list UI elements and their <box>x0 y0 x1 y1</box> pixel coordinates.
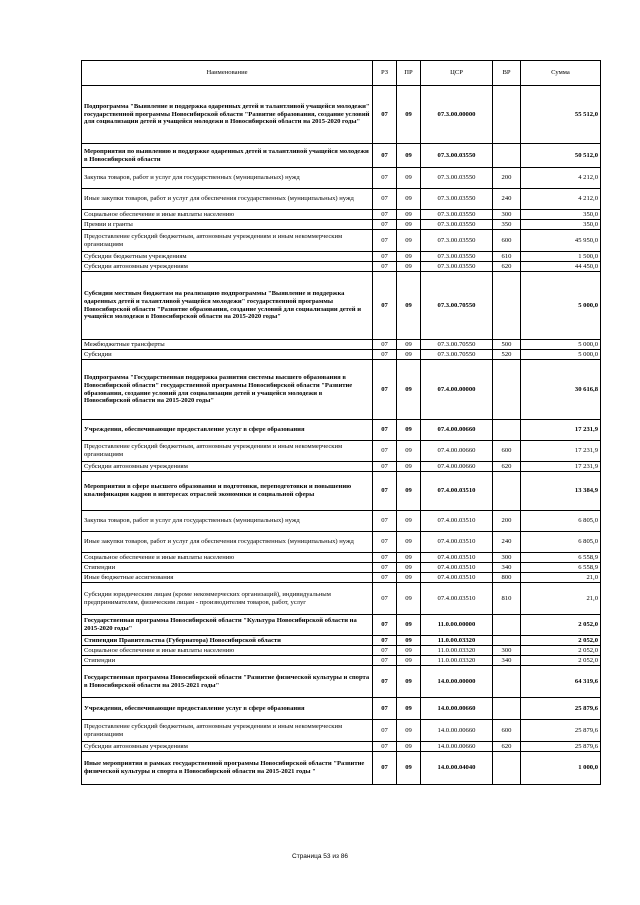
cell-sum: 5 000,0 <box>521 340 601 350</box>
cell-csr: 11.0.00.03320 <box>421 646 493 656</box>
cell-name: Субсидии местным бюджетам на реализацию подпрограммы "Выявление и поддержка одаренных детей и талантливой учащейся молодежи" государственной программы Новосибирской области "Развитие образования, создание условий для социализации детей и учащейся молодежи в Новосибирской области на 2015-2020 годы" <box>82 272 373 340</box>
cell-name: Стипендии <box>82 656 373 666</box>
table-row <box>82 742 601 752</box>
cell-csr: 07.4.00.03510 <box>421 563 493 573</box>
table-row <box>82 646 601 656</box>
cell-csr: 14.0.00.00660 <box>421 742 493 752</box>
cell-vr: 620 <box>493 742 521 752</box>
cell-vr: 520 <box>493 350 521 360</box>
cell-csr: 11.0.00.03320 <box>421 656 493 666</box>
header-vr: ВР <box>493 61 521 86</box>
cell-name: Подпрограмма "Государственная поддержка развития системы высшего образования в Новосибирской области" государственной программы Новосибирской области "Развитие образования, создание условий для социализации детей и учащейся молодежи в Новосибирской области на 2015-2020 годы" <box>82 360 373 420</box>
header-sum: Сумма <box>521 61 601 86</box>
cell-csr: 07.3.00.03550 <box>421 210 493 220</box>
cell-sum: 1 500,0 <box>521 252 601 262</box>
cell-sum: 350,0 <box>521 220 601 230</box>
cell-rz: 07 <box>373 511 397 532</box>
cell-vr: 350 <box>493 220 521 230</box>
cell-name: Премии и гранты <box>82 220 373 230</box>
cell-sum: 17 231,9 <box>521 420 601 441</box>
cell-vr: 800 <box>493 573 521 583</box>
cell-sum: 64 319,6 <box>521 666 601 698</box>
cell-csr: 07.3.00.03550 <box>421 252 493 262</box>
cell-sum: 45 950,0 <box>521 230 601 252</box>
cell-csr: 14.0.00.04040 <box>421 752 493 785</box>
cell-name: Социальное обеспечение и иные выплаты населению <box>82 553 373 563</box>
cell-name: Субсидии бюджетным учреждениям <box>82 252 373 262</box>
table-row <box>82 189 601 210</box>
cell-csr: 07.4.00.03510 <box>421 511 493 532</box>
cell-vr: 240 <box>493 189 521 210</box>
cell-sum: 350,0 <box>521 210 601 220</box>
cell-sum: 21,0 <box>521 583 601 615</box>
cell-rz: 07 <box>373 230 397 252</box>
cell-csr: 07.3.00.03550 <box>421 230 493 252</box>
cell-csr: 07.4.00.00660 <box>421 441 493 462</box>
cell-sum: 17 231,9 <box>521 462 601 472</box>
cell-pr: 09 <box>397 350 421 360</box>
table-row <box>82 615 601 636</box>
cell-name: Учреждения, обеспечивающие предоставление услуг в сфере образования <box>82 420 373 441</box>
cell-rz: 07 <box>373 698 397 720</box>
cell-pr: 09 <box>397 636 421 646</box>
page-number: Страница 53 из 86 <box>292 853 348 860</box>
cell-csr: 07.3.00.70550 <box>421 340 493 350</box>
cell-name: Иные бюджетные ассигнования <box>82 573 373 583</box>
table-row <box>82 656 601 666</box>
table-row <box>82 563 601 573</box>
cell-sum: 13 384,9 <box>521 472 601 511</box>
cell-name: Подпрограмма "Выявление и поддержка одаренных детей и талантливой учащейся молодежи" государственной программы Новосибирской области "Развитие образования, создание условий для социализации детей и учащейся молодежи в Новосибирской области на 2015-2020 годы" <box>82 86 373 144</box>
cell-sum: 4 212,0 <box>521 168 601 189</box>
cell-rz: 07 <box>373 646 397 656</box>
cell-vr <box>493 272 521 340</box>
cell-pr: 09 <box>397 698 421 720</box>
cell-vr: 240 <box>493 532 521 553</box>
table-row <box>82 511 601 532</box>
table-row <box>82 86 601 144</box>
table-row <box>82 441 601 462</box>
cell-vr <box>493 666 521 698</box>
table-row <box>82 636 601 646</box>
cell-rz: 07 <box>373 144 397 168</box>
cell-rz: 07 <box>373 636 397 646</box>
cell-sum: 5 000,0 <box>521 350 601 360</box>
table-row <box>82 144 601 168</box>
cell-vr <box>493 144 521 168</box>
cell-pr: 09 <box>397 742 421 752</box>
cell-rz: 07 <box>373 666 397 698</box>
table-row <box>82 272 601 340</box>
cell-pr: 09 <box>397 86 421 144</box>
cell-pr: 09 <box>397 573 421 583</box>
cell-vr: 600 <box>493 230 521 252</box>
cell-vr: 340 <box>493 656 521 666</box>
cell-rz: 07 <box>373 262 397 272</box>
cell-csr: 07.4.00.03510 <box>421 553 493 563</box>
cell-sum: 17 231,9 <box>521 441 601 462</box>
cell-rz: 07 <box>373 742 397 752</box>
table-row <box>82 340 601 350</box>
table-row <box>82 532 601 553</box>
cell-pr: 09 <box>397 666 421 698</box>
cell-rz: 07 <box>373 86 397 144</box>
cell-pr: 09 <box>397 441 421 462</box>
cell-rz: 07 <box>373 210 397 220</box>
cell-pr: 09 <box>397 168 421 189</box>
cell-vr: 810 <box>493 583 521 615</box>
header-name: Наименование <box>82 61 373 86</box>
cell-sum: 2 052,0 <box>521 656 601 666</box>
cell-vr: 200 <box>493 168 521 189</box>
cell-vr: 300 <box>493 553 521 563</box>
cell-name: Закупка товаров, работ и услуг для государственных (муниципальных) нужд <box>82 511 373 532</box>
cell-vr <box>493 615 521 636</box>
cell-name: Субсидии автономным учреждениям <box>82 742 373 752</box>
table-row <box>82 262 601 272</box>
cell-name: Субсидии автономным учреждениям <box>82 462 373 472</box>
cell-csr: 07.4.00.00660 <box>421 462 493 472</box>
cell-rz: 07 <box>373 752 397 785</box>
table-row <box>82 472 601 511</box>
cell-pr: 09 <box>397 360 421 420</box>
cell-pr: 09 <box>397 646 421 656</box>
cell-sum: 44 450,0 <box>521 262 601 272</box>
header-pr: ПР <box>397 61 421 86</box>
cell-rz: 07 <box>373 420 397 441</box>
cell-vr <box>493 360 521 420</box>
cell-sum: 2 052,0 <box>521 636 601 646</box>
cell-vr: 200 <box>493 511 521 532</box>
table-row <box>82 698 601 720</box>
cell-pr: 09 <box>397 472 421 511</box>
cell-vr <box>493 752 521 785</box>
cell-rz: 07 <box>373 472 397 511</box>
cell-rz: 07 <box>373 360 397 420</box>
table-row <box>82 553 601 563</box>
cell-pr: 09 <box>397 563 421 573</box>
cell-pr: 09 <box>397 272 421 340</box>
cell-name: Закупка товаров, работ и услуг для государственных (муниципальных) нужд <box>82 168 373 189</box>
cell-sum: 30 616,8 <box>521 360 601 420</box>
cell-pr: 09 <box>397 420 421 441</box>
cell-vr: 620 <box>493 262 521 272</box>
cell-csr: 07.4.00.03510 <box>421 573 493 583</box>
cell-rz: 07 <box>373 272 397 340</box>
table-row <box>82 420 601 441</box>
cell-rz: 07 <box>373 168 397 189</box>
cell-vr: 340 <box>493 563 521 573</box>
cell-vr <box>493 472 521 511</box>
cell-sum: 4 212,0 <box>521 189 601 210</box>
cell-name: Мероприятия в сфере высшего образования и подготовки, переподготовки и повышению квалификации кадров в интересах отраслей экономики и социальной сферы <box>82 472 373 511</box>
cell-rz: 07 <box>373 573 397 583</box>
cell-csr: 07.4.00.03510 <box>421 583 493 615</box>
table-row <box>82 573 601 583</box>
cell-csr: 07.3.00.70550 <box>421 350 493 360</box>
cell-vr <box>493 698 521 720</box>
cell-csr: 14.0.00.00660 <box>421 720 493 742</box>
cell-sum: 6 558,9 <box>521 563 601 573</box>
cell-pr: 09 <box>397 230 421 252</box>
cell-csr: 11.0.00.00000 <box>421 615 493 636</box>
cell-pr: 09 <box>397 189 421 210</box>
table-header-row <box>82 61 601 86</box>
cell-name: Предоставление субсидий бюджетным, автономным учреждениям и иным некоммерческим организациям <box>82 230 373 252</box>
cell-rz: 07 <box>373 220 397 230</box>
cell-pr: 09 <box>397 656 421 666</box>
cell-rz: 07 <box>373 462 397 472</box>
header-csr: ЦСР <box>421 61 493 86</box>
cell-name: Социальное обеспечение и иные выплаты населению <box>82 210 373 220</box>
cell-vr <box>493 420 521 441</box>
cell-name: Стипендии Правительства (Губернатора) Новосибирской области <box>82 636 373 646</box>
table-row <box>82 350 601 360</box>
cell-pr: 09 <box>397 262 421 272</box>
cell-rz: 07 <box>373 656 397 666</box>
budget-table <box>81 60 601 785</box>
cell-pr: 09 <box>397 220 421 230</box>
cell-pr: 09 <box>397 210 421 220</box>
cell-vr: 300 <box>493 646 521 656</box>
cell-csr: 07.3.00.03550 <box>421 168 493 189</box>
table-row <box>82 752 601 785</box>
table-row <box>82 462 601 472</box>
header-rz: РЗ <box>373 61 397 86</box>
cell-sum: 5 000,0 <box>521 272 601 340</box>
cell-vr: 600 <box>493 720 521 742</box>
table-row <box>82 720 601 742</box>
cell-sum: 2 052,0 <box>521 646 601 656</box>
cell-name: Государственная программа Новосибирской области "Культура Новосибирской области на 2015-2020 годы" <box>82 615 373 636</box>
cell-rz: 07 <box>373 340 397 350</box>
cell-rz: 07 <box>373 252 397 262</box>
cell-sum: 25 879,6 <box>521 698 601 720</box>
cell-sum: 1 000,0 <box>521 752 601 785</box>
cell-vr: 610 <box>493 252 521 262</box>
cell-sum: 21,0 <box>521 573 601 583</box>
cell-csr: 14.0.00.00000 <box>421 666 493 698</box>
cell-sum: 6 805,0 <box>521 532 601 553</box>
cell-rz: 07 <box>373 553 397 563</box>
cell-name: Предоставление субсидий бюджетным, автономным учреждениям и иным некоммерческим организациям <box>82 720 373 742</box>
cell-rz: 07 <box>373 563 397 573</box>
cell-csr: 07.3.00.03550 <box>421 262 493 272</box>
cell-name: Субсидии автономным учреждениям <box>82 262 373 272</box>
cell-rz: 07 <box>373 583 397 615</box>
cell-rz: 07 <box>373 189 397 210</box>
cell-sum: 55 512,0 <box>521 86 601 144</box>
cell-rz: 07 <box>373 615 397 636</box>
cell-rz: 07 <box>373 350 397 360</box>
table-row <box>82 210 601 220</box>
cell-name: Иные закупки товаров, работ и услуг для обеспечения государственных (муниципальных) нужд <box>82 189 373 210</box>
cell-pr: 09 <box>397 583 421 615</box>
cell-sum: 25 879,6 <box>521 720 601 742</box>
cell-rz: 07 <box>373 441 397 462</box>
cell-csr: 07.3.00.70550 <box>421 272 493 340</box>
cell-csr: 07.3.00.03550 <box>421 189 493 210</box>
cell-pr: 09 <box>397 144 421 168</box>
cell-csr: 14.0.00.00660 <box>421 698 493 720</box>
table-row <box>82 583 601 615</box>
cell-csr: 07.3.00.03550 <box>421 220 493 230</box>
cell-csr: 07.4.00.03510 <box>421 532 493 553</box>
cell-sum: 25 879,6 <box>521 742 601 752</box>
cell-rz: 07 <box>373 532 397 553</box>
cell-name: Субсидии юридическим лицам (кроме некоммерческих организаций), индивидуальным предпринимателям, физическим лицам - производителям товаров, работ, услуг <box>82 583 373 615</box>
cell-vr: 300 <box>493 210 521 220</box>
cell-vr: 600 <box>493 441 521 462</box>
cell-name: Социальное обеспечение и иные выплаты населению <box>82 646 373 656</box>
cell-name: Мероприятия по выявлению и поддержке одаренных детей и талантливой учащейся молодежи в Новосибирской области <box>82 144 373 168</box>
cell-sum: 6 805,0 <box>521 511 601 532</box>
cell-pr: 09 <box>397 462 421 472</box>
cell-csr: 07.3.00.00000 <box>421 86 493 144</box>
cell-name: Учреждения, обеспечивающие предоставление услуг в сфере образования <box>82 698 373 720</box>
cell-pr: 09 <box>397 532 421 553</box>
cell-name: Иные мероприятия в рамках государственной программы Новосибирской области "Развитие физической культуры и спорта в Новосибирской области на 2015-2021 годы " <box>82 752 373 785</box>
cell-csr: 07.3.00.03550 <box>421 144 493 168</box>
cell-pr: 09 <box>397 511 421 532</box>
cell-csr: 07.4.00.00000 <box>421 360 493 420</box>
cell-csr: 07.4.00.00660 <box>421 420 493 441</box>
cell-name: Иные закупки товаров, работ и услуг для обеспечения государственных (муниципальных) нужд <box>82 532 373 553</box>
cell-vr: 620 <box>493 462 521 472</box>
table-row <box>82 230 601 252</box>
cell-pr: 09 <box>397 720 421 742</box>
cell-vr <box>493 636 521 646</box>
cell-sum: 2 052,0 <box>521 615 601 636</box>
cell-name: Предоставление субсидий бюджетным, автономным учреждениям и иным некоммерческим организациям <box>82 441 373 462</box>
cell-pr: 09 <box>397 252 421 262</box>
cell-name: Межбюджетные трансферты <box>82 340 373 350</box>
cell-pr: 09 <box>397 615 421 636</box>
cell-csr: 07.4.00.03510 <box>421 472 493 511</box>
cell-name: Стипендии <box>82 563 373 573</box>
table-row <box>82 666 601 698</box>
cell-vr <box>493 86 521 144</box>
table-row <box>82 360 601 420</box>
table-row <box>82 252 601 262</box>
cell-pr: 09 <box>397 752 421 785</box>
cell-sum: 50 512,0 <box>521 144 601 168</box>
cell-name: Субсидии <box>82 350 373 360</box>
cell-pr: 09 <box>397 553 421 563</box>
cell-vr: 500 <box>493 340 521 350</box>
table-row <box>82 168 601 189</box>
table-row <box>82 220 601 230</box>
table-body <box>82 86 601 785</box>
cell-sum: 6 558,9 <box>521 553 601 563</box>
cell-pr: 09 <box>397 340 421 350</box>
cell-name: Государственная программа Новосибирской области "Развитие физической культуры и спорта в Новосибирской области на 2015-2021 годы" <box>82 666 373 698</box>
cell-csr: 11.0.00.03320 <box>421 636 493 646</box>
cell-rz: 07 <box>373 720 397 742</box>
